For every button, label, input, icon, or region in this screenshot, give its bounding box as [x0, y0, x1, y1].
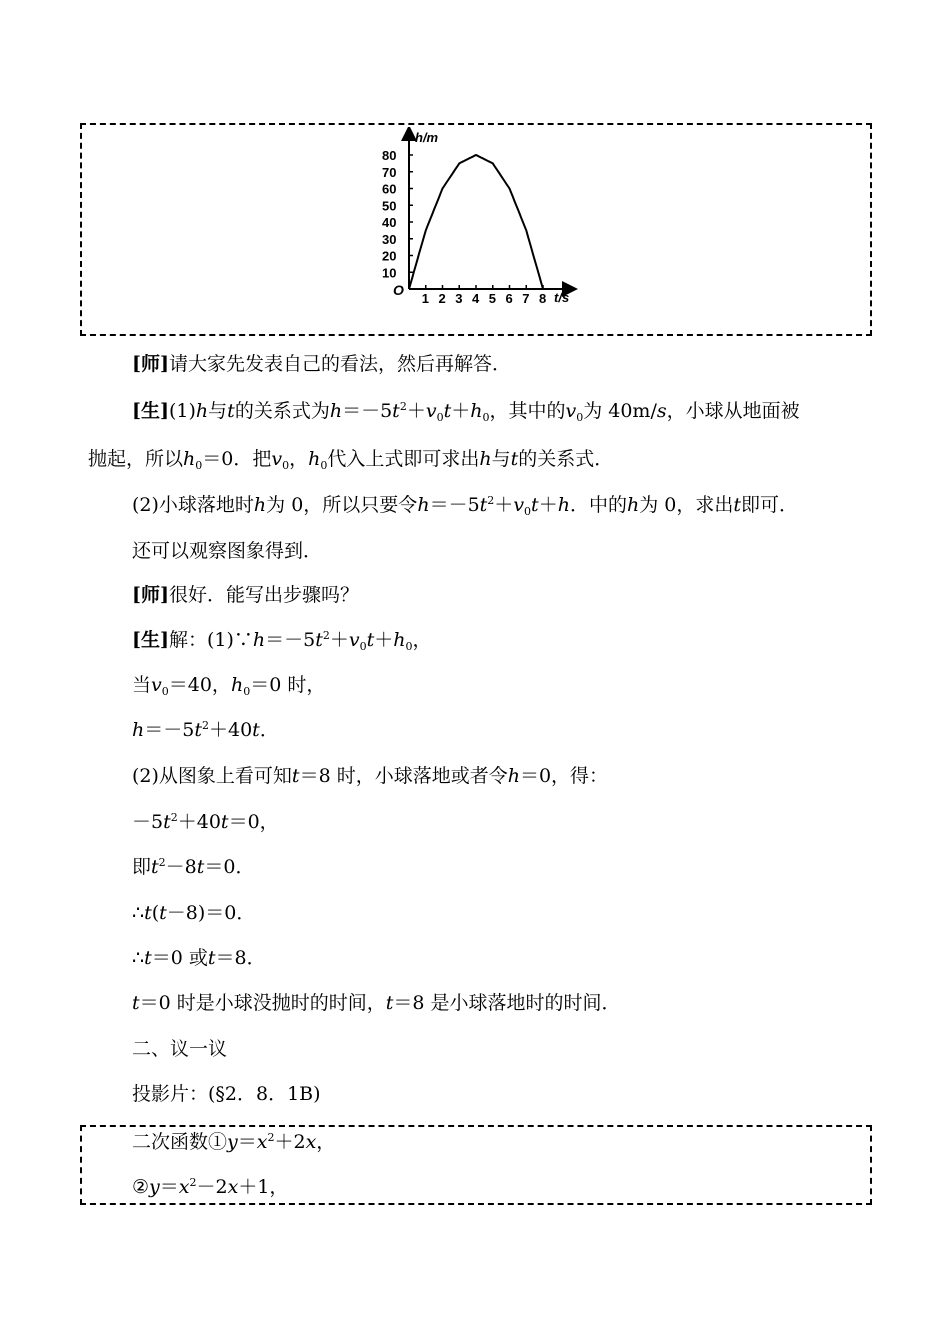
text-run: ＝0 时， [250, 674, 326, 696]
para-student-2 [132, 493, 798, 517]
text-run: t [315, 629, 323, 651]
text-run: 投影片：(§2．8．1B) [132, 1083, 321, 1105]
text-run: ＝0， [228, 811, 279, 833]
text-run: ＋ [374, 629, 394, 651]
text-run: t [252, 719, 260, 741]
x-tick-label: 3 [455, 291, 463, 306]
text-run: 二次函数① [132, 1131, 228, 1153]
section-heading [132, 1037, 227, 1061]
text-run: v [151, 674, 162, 696]
text-run: ＋ [451, 400, 471, 422]
text-run: ＝8 是小球落地时的时间． [393, 992, 621, 1014]
text-run: ＋ [406, 400, 426, 422]
text-run: ＝－5 [144, 719, 195, 741]
text-run: 0 [482, 411, 490, 424]
text-run: h [252, 629, 266, 651]
text-run: －5 [132, 811, 164, 833]
text-run: 2 [487, 494, 495, 507]
text-run: ＝8 时，小球落地或者令 [299, 765, 508, 787]
text-run: ( [151, 902, 160, 924]
text-run: x [305, 1131, 317, 1153]
text-run: h [626, 494, 640, 516]
text-run: ， [412, 629, 432, 651]
text-run: ＋ [329, 629, 349, 651]
text-run: h [230, 674, 244, 696]
y-tick-label: 30 [382, 231, 397, 247]
x-tick-label: 6 [505, 291, 513, 306]
text-run: t [733, 494, 741, 516]
text-run: (2)从图象上看可知 [132, 765, 292, 787]
text-run: ＋40 [208, 719, 253, 741]
text-run: t [163, 811, 171, 833]
text-run: 为 40m/ [583, 400, 657, 422]
origin-label: O [393, 282, 404, 298]
text-run: ＝0 时是小球没抛时的时间， [139, 992, 386, 1014]
text-run: 代入上式即可求出 [327, 448, 480, 470]
text-run: h [195, 400, 209, 422]
y-tick-label: 40 [382, 215, 397, 230]
text-run: ＝8． [215, 947, 266, 969]
para-student-3 [132, 539, 322, 563]
text-run: t [291, 765, 300, 787]
y-tick-label: 10 [382, 265, 397, 281]
para-teacher-2 [132, 583, 359, 607]
text-run: ＝40， [168, 674, 231, 696]
x-tick-label: 7 [522, 291, 530, 306]
text-run: 2 [158, 856, 166, 869]
function-1 [132, 1130, 335, 1154]
text-run: 为 0，求出 [639, 494, 734, 516]
text-run: ② [132, 1176, 150, 1198]
text-run: h [470, 400, 483, 422]
text-run: t [531, 494, 539, 516]
function-2 [132, 1175, 288, 1199]
slide-reference [132, 1082, 321, 1106]
text-run: 2 [399, 400, 407, 413]
text-run: 0 [436, 411, 444, 424]
y-tick-label: 80 [382, 148, 397, 163]
text-run: ＝－5 [429, 494, 480, 516]
text-run: ＋ [538, 494, 558, 516]
para-student-1 [132, 399, 800, 423]
text-run: (2)小球落地时 [132, 494, 254, 516]
text-run: t [385, 992, 394, 1014]
text-run: h [417, 494, 430, 516]
text-run: 0 [195, 459, 203, 472]
student-tag: [生] [132, 400, 169, 422]
text-run: v [348, 629, 360, 651]
text-run: 与 [491, 448, 511, 470]
text-run: 即可． [741, 494, 799, 516]
text-run: ， [316, 1131, 336, 1153]
text-run: t [144, 947, 152, 969]
text-run: 抛起，所以 [88, 448, 184, 470]
text-run: t [392, 400, 400, 422]
text-run: 0 [161, 685, 169, 698]
text-run: ∴ [132, 947, 145, 969]
para-solution-6 [132, 855, 254, 879]
text-run: －8)＝0． [166, 902, 256, 924]
text-run: ＝0．把 [202, 448, 272, 470]
text-run: 0 [524, 505, 532, 518]
text-run: ，小球从地面被 [666, 400, 800, 422]
text-run: t [227, 400, 235, 422]
text-run: t [132, 992, 140, 1014]
text-run: s [656, 400, 667, 422]
text-run: ＋ [494, 494, 514, 516]
x-tick-label: 1 [421, 291, 429, 306]
text-run: 2 [170, 811, 178, 824]
text-run: 0 [405, 640, 413, 653]
text-run: 2 [201, 719, 209, 732]
text-run: 0 [320, 459, 328, 472]
text-run: 2 [189, 1176, 197, 1189]
text-run: x [227, 1176, 239, 1198]
text-run: h [329, 400, 343, 422]
y-axis-label: h/m [415, 130, 439, 145]
text-run: h [507, 765, 520, 787]
text-run: 与 [208, 400, 228, 422]
text-run: t [510, 448, 519, 470]
x-tick-label: 8 [539, 291, 547, 306]
text-run: x [178, 1176, 190, 1198]
text-run: t [443, 400, 452, 422]
text-run: ＝－5 [342, 400, 393, 422]
text-run: 还可以观察图象得到． [132, 540, 323, 562]
teacher-tag: [师] [132, 584, 169, 606]
text-run: h [479, 448, 492, 470]
text-run: 2 [322, 629, 330, 642]
student-tag: [生] [132, 629, 169, 651]
y-tick-label: 60 [382, 181, 397, 197]
para-teacher-1 [132, 352, 511, 376]
text-run: h [393, 629, 406, 651]
text-run: ＝－5 [265, 629, 316, 651]
text-run: ＋2 [274, 1131, 306, 1153]
text-run: h [183, 448, 196, 470]
text-run: 的关系式． [518, 448, 614, 470]
para-solution-8 [132, 946, 266, 970]
text-run: 0 [576, 411, 584, 424]
y-tick-label: 70 [382, 164, 397, 180]
text-run: y [149, 1176, 160, 1198]
text-run: ＋1， [238, 1176, 289, 1198]
text-run: t [366, 629, 375, 651]
text-run: ， [289, 448, 309, 470]
text-run: 的关系式为 [234, 400, 330, 422]
para-solution-9 [132, 991, 621, 1015]
para-solution-1 [132, 628, 432, 652]
text-run: －2 [196, 1176, 228, 1198]
text-run: ． [259, 719, 279, 741]
text-run: 请大家先发表自己的看法，然后再解答． [168, 353, 511, 375]
text-run: v [513, 494, 525, 516]
text-run: t [151, 856, 159, 878]
teacher-tag: [师] [132, 353, 169, 375]
text-run: h [557, 494, 570, 516]
text-run: 即 [132, 856, 152, 878]
x-axis-label: t/s [554, 290, 570, 305]
text-run: h [132, 719, 145, 741]
y-tick-label: 50 [382, 198, 397, 214]
text-run: 很好．能写出步骤吗？ [168, 584, 359, 606]
para-solution-5 [132, 810, 279, 834]
text-run: ．中的 [569, 494, 627, 516]
para-solution-4 [132, 764, 608, 788]
para-solution-2 [132, 673, 325, 697]
text-run: t [194, 719, 202, 741]
text-run: v [565, 400, 577, 422]
text-run: (1) [168, 400, 196, 422]
text-run: t [159, 902, 167, 924]
text-run: x [256, 1131, 268, 1153]
x-tick-label: 5 [488, 291, 496, 306]
text-run: 解：(1)∵ [168, 629, 253, 651]
text-run: 为 0，所以只要令 [266, 494, 418, 516]
text-run: ＝0 或 [151, 947, 208, 969]
text-run: 当 [132, 674, 152, 696]
text-run: t [144, 902, 152, 924]
text-run: ＝ [237, 1131, 257, 1153]
text-run: 0 [282, 459, 290, 472]
text-run: t [207, 947, 216, 969]
text-run: 0 [243, 685, 251, 698]
text-run: v [271, 448, 283, 470]
text-run: ＝ [159, 1176, 179, 1198]
text-run: ＝0，得： [519, 765, 609, 787]
height-time-graph [378, 127, 588, 307]
text-run: y [227, 1131, 238, 1153]
text-run: ＋40 [177, 811, 221, 833]
text-run: 2 [267, 1131, 275, 1144]
para-student-1-cont [88, 447, 613, 471]
text-run: t [220, 811, 229, 833]
para-solution-7 [132, 901, 255, 925]
text-run: ，其中的 [489, 400, 566, 422]
text-run: v [425, 400, 437, 422]
text-run: 0 [359, 640, 367, 653]
text-run: ＝0． [204, 856, 255, 878]
text-run: ∴ [132, 902, 145, 924]
para-solution-3 [132, 718, 279, 742]
text-run: t [479, 494, 488, 516]
trajectory-curve [409, 155, 543, 289]
text-run: －8 [165, 856, 197, 878]
text-run: h [253, 494, 267, 516]
x-tick-label: 4 [472, 291, 480, 306]
text-run: h [308, 448, 321, 470]
text-run: t [196, 856, 205, 878]
y-tick-label: 20 [382, 248, 397, 264]
text-run: 二、议一议 [132, 1038, 228, 1060]
x-tick-label: 2 [438, 291, 446, 306]
